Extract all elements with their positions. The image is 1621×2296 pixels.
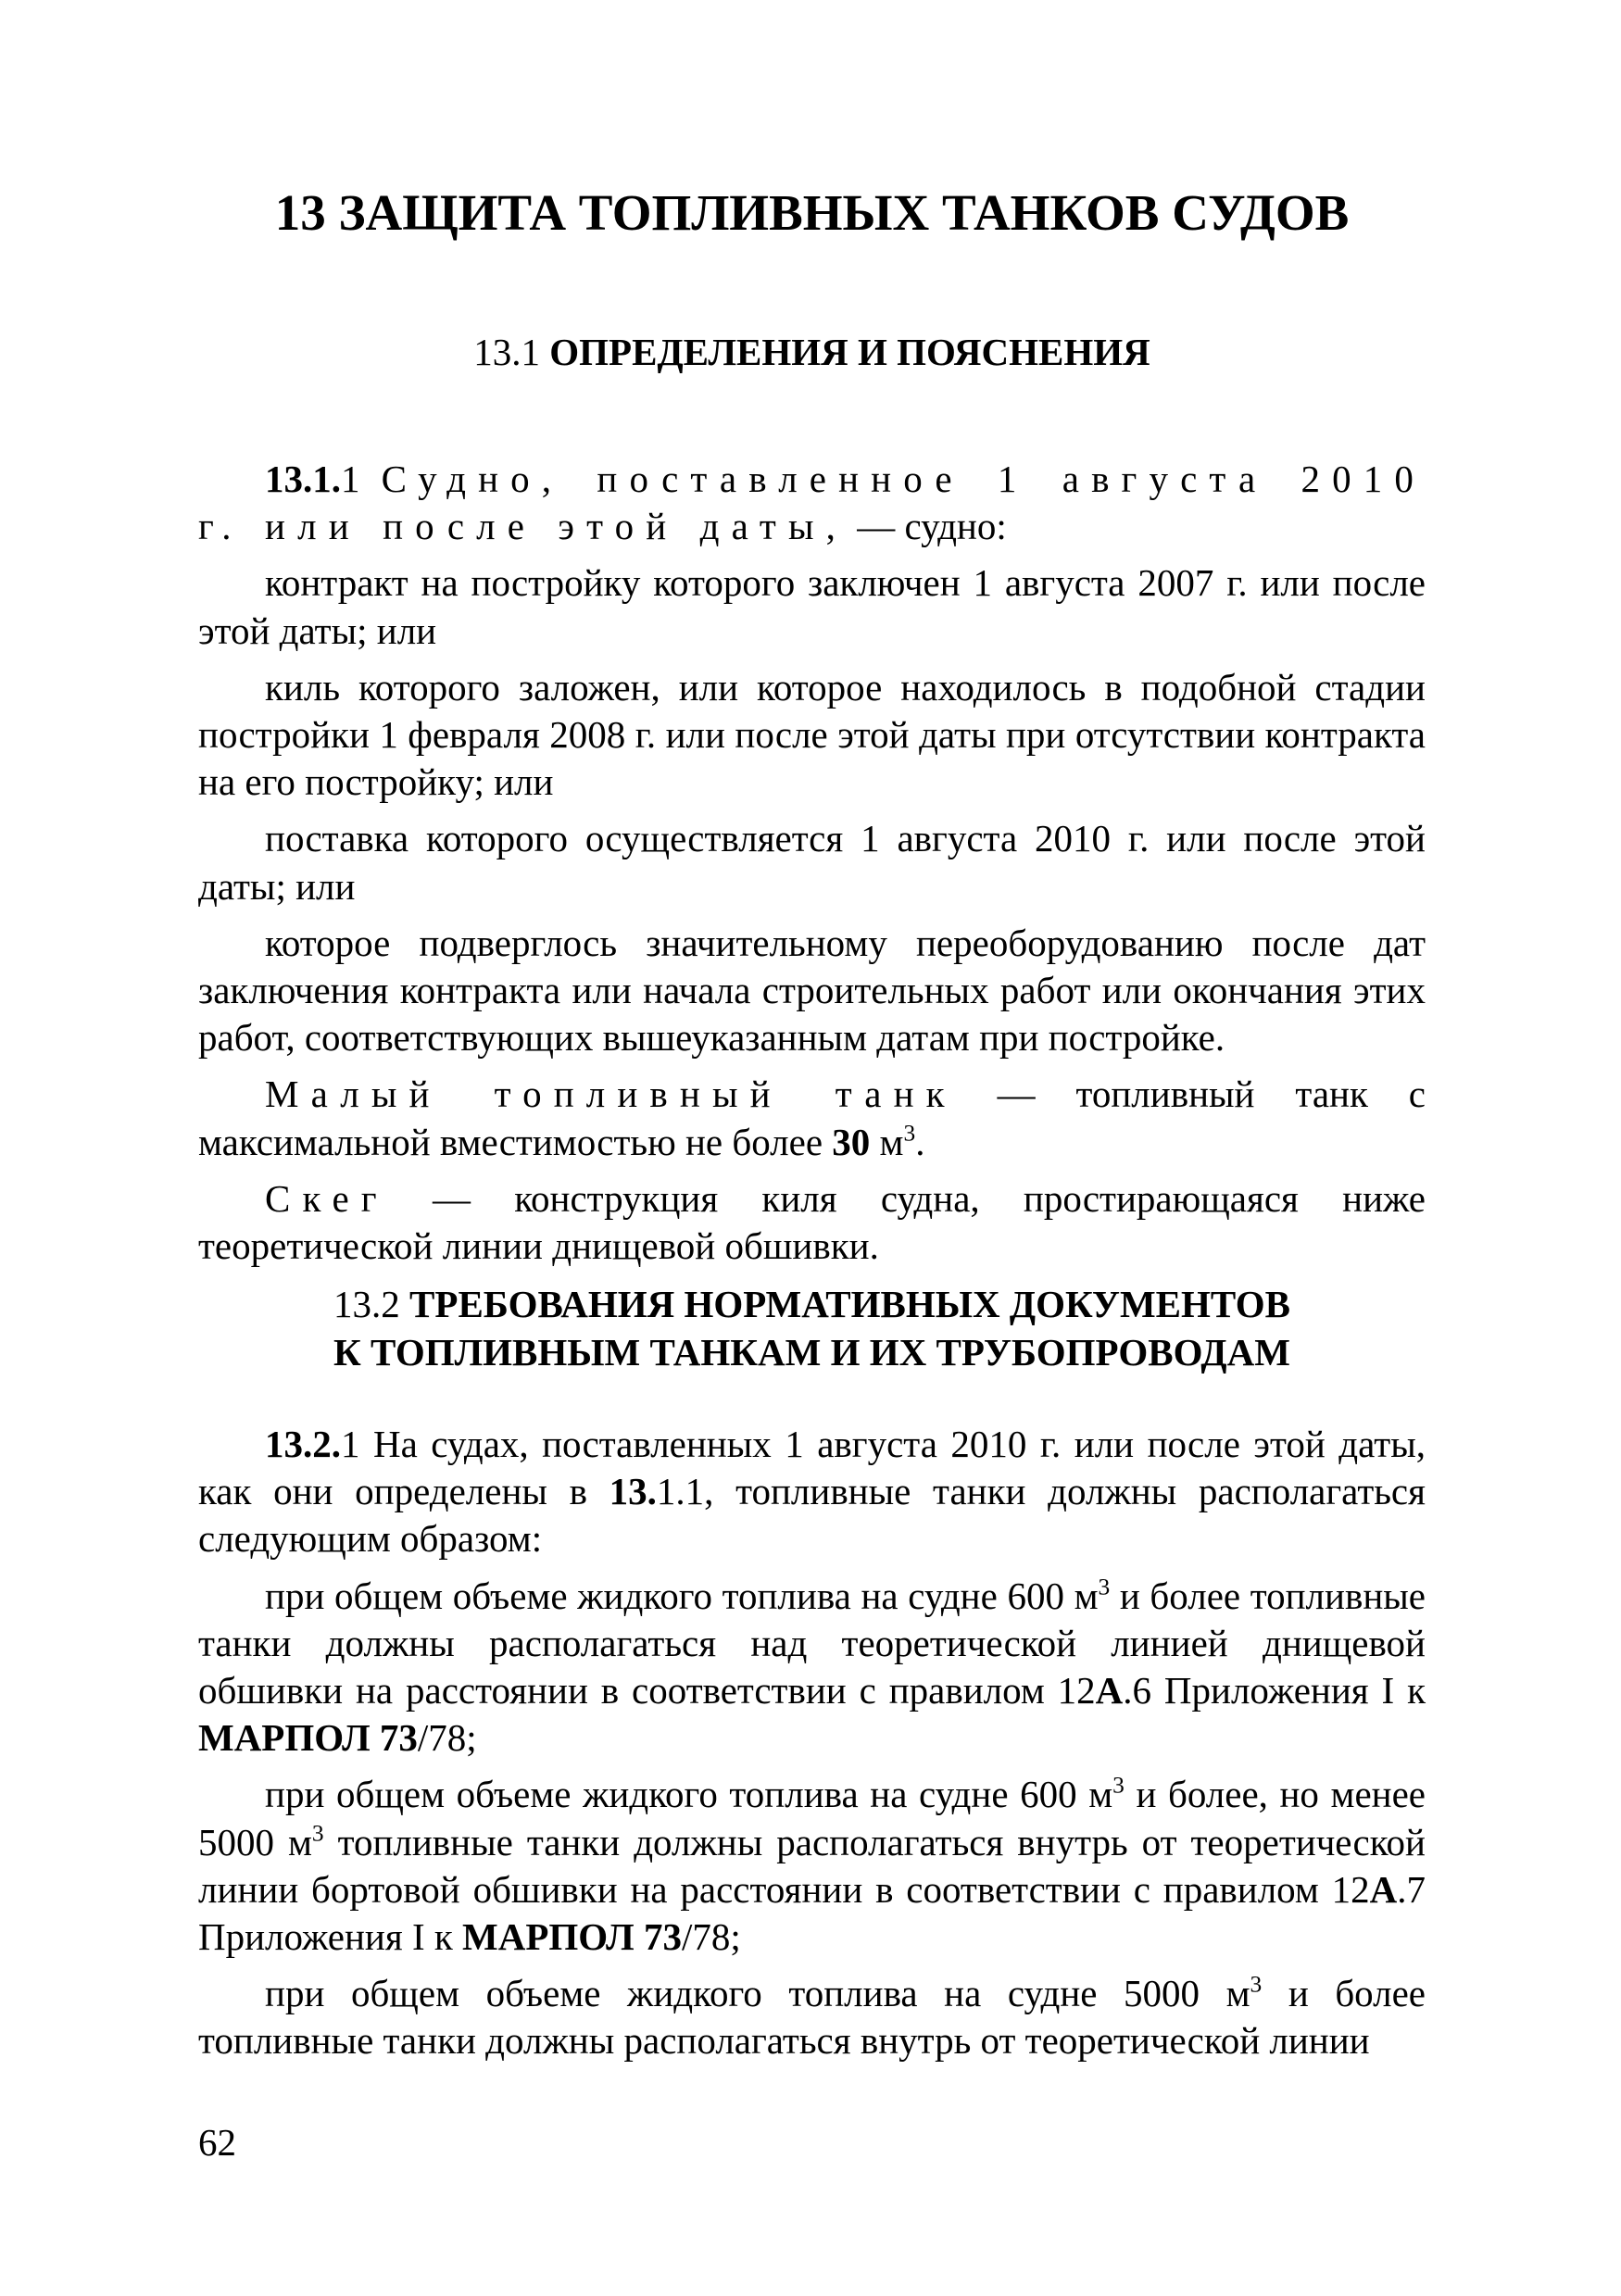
definition-item: поставка которого осуществляется 1 августа 2010 г. или после этой даты; или	[198, 817, 1426, 908]
section-title-line: К ТОПЛИВНЫМ ТАНКАМ И ИХ ТРУБОПРОВОДАМ	[333, 1331, 1290, 1374]
page-number: 62	[198, 2121, 236, 2164]
section-title: ОПРЕДЕЛЕНИЯ И ПОЯСНЕНИЯ	[549, 331, 1150, 373]
requirement-text: .6 Приложения I к	[1123, 1669, 1426, 1713]
clause-number: 13.	[265, 458, 313, 500]
defined-term: Судно, поставленное 1 августа 2010 г. или после этой даты,	[198, 458, 1426, 548]
clause-text: На судах, поставленных 1 августа 2010 г. или после этой даты, как они определены в	[198, 1423, 1426, 1513]
unit: м	[870, 1120, 904, 1163]
unit-superscript: 3	[311, 1819, 324, 1846]
rule-letter: А	[1095, 1669, 1124, 1713]
convention-name: МАРПОЛ 73	[198, 1716, 418, 1760]
clause-number: 13.	[265, 1423, 313, 1465]
punctuation: .	[915, 1120, 925, 1163]
capacity-value: 30	[832, 1120, 871, 1163]
section-number: 13.1	[473, 331, 541, 373]
defined-term: Малый топливный танк	[265, 1073, 957, 1116]
clause-number: 2.	[312, 1423, 341, 1465]
unit-superscript: 3	[1250, 1971, 1263, 1998]
convention-name: МАРПОЛ 73	[462, 1915, 682, 1959]
section-number: 13.2	[333, 1283, 400, 1325]
definition-item: контракт на постройку которого заключен 1 августа 2007 г. или после этой даты; или	[198, 561, 1426, 652]
requirement-item	[198, 1573, 1426, 1763]
requirement-text: топливные танки должны располагаться внутрь от теоретической линии бортовой обшивки на расстоянии в соответствии с правилом 12	[198, 1820, 1426, 1911]
requirement-text: при общем объеме жидкого топлива на судне 5000 м	[265, 1972, 1250, 2015]
requirement-text: при общем объеме жидкого топлива на судне 600 м	[265, 1773, 1113, 1816]
requirement-text: и более, но менее 5000 м	[198, 1773, 1426, 1863]
clause-number: 1	[341, 1423, 360, 1465]
requirement-item	[198, 1771, 1426, 1961]
defined-term: Скег	[265, 1176, 389, 1220]
section-heading-13-1	[198, 328, 1426, 376]
requirement-text: /78;	[681, 1915, 741, 1959]
clause-text: , топливные танки должны располагаться следующим образом:	[198, 1470, 1426, 1561]
definition-text: — конструкция киля судна, простирающаяся ниже теоретической линии днищевой обшивки.	[198, 1176, 1426, 1268]
requirement-text: при общем объеме жидкого топлива на судне 600 м	[265, 1574, 1099, 1617]
chapter-title: 13 ЗАЩИТА ТОПЛИВНЫХ ТАНКОВ СУДОВ	[274, 184, 1350, 241]
definition-item: киль которого заложен, или которое находилось в подобной стадии постройки 1 февраля 2008 г. или после этой даты при отсутствии контракта на его постройку; или	[198, 665, 1426, 804]
section-heading-13-2	[198, 1280, 1426, 1376]
definition-text: — топливный танк с максимальной вместимостью не более	[198, 1073, 1426, 1163]
skeg-definition	[198, 1175, 1426, 1270]
cross-reference: 1.1	[656, 1470, 705, 1513]
small-tank-definition	[198, 1071, 1426, 1165]
clause-13-2-1	[198, 1421, 1426, 1563]
unit-superscript: 3	[903, 1119, 916, 1146]
clause-13-1-1	[198, 456, 1426, 550]
clause-number: 1	[341, 458, 360, 500]
definition-text: — судно:	[848, 505, 1007, 548]
unit-superscript: 3	[1098, 1573, 1111, 1600]
definition-item: которое подверглось значительному переоборудованию после дат заключения контракта или начала строительных работ или окончания этих работ, соответствующих вышеуказанным датам при постройке.	[198, 921, 1426, 1060]
cross-reference: 13.	[609, 1470, 657, 1513]
section-13-2-body	[198, 1421, 1426, 2065]
clause-number: 1.	[312, 458, 341, 500]
requirement-text: и более топливные танки должны располагаться внутрь от теоретической линии	[198, 1972, 1426, 2063]
unit-superscript: 3	[1112, 1772, 1125, 1799]
requirement-text: и более топливные танки должны располагаться над теоретической линией днищевой обшивки на расстоянии в соответствии с правилом 12	[198, 1574, 1426, 1713]
requirement-text: .7 Приложения I к	[198, 1867, 1426, 1959]
section-13-1-body	[198, 456, 1426, 1270]
requirement-text: /78;	[417, 1716, 477, 1760]
section-title-line: ТРЕБОВАНИЯ НОРМАТИВНЫХ ДОКУМЕНТОВ	[409, 1283, 1290, 1325]
rule-letter: А	[1369, 1867, 1398, 1911]
requirement-item	[198, 1970, 1426, 2064]
